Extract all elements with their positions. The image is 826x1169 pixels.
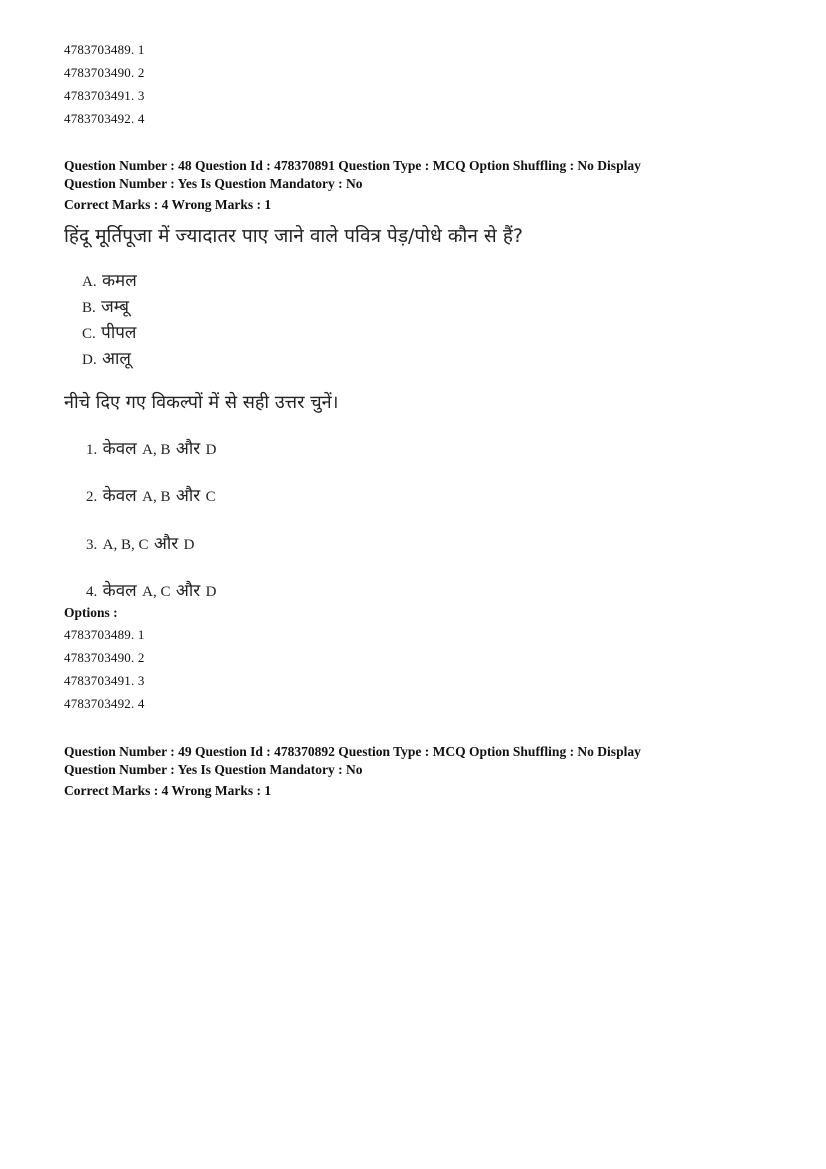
item-text: पीपल [101, 323, 137, 343]
choice-conj: और [175, 581, 201, 601]
q49-meta-line-1: Question Number : 49 Question Id : 478370892 Question Type : MCQ Option Shuffling : No Display [64, 744, 641, 759]
option-id-line: 4783703490. 2 [64, 65, 145, 80]
option-id-line: 4783703491. 3 [64, 88, 145, 103]
item-letter: A. [82, 274, 97, 290]
choice-number: 4. [86, 584, 98, 600]
choice-letters: A, B [142, 442, 171, 458]
choice-last: D [183, 537, 195, 553]
options-label: Options : [64, 605, 118, 620]
choice-last: C [205, 489, 216, 505]
q48-item-c [82, 320, 136, 343]
q48-meta-line-1: Question Number : 48 Question Id : 478370891 Question Type : MCQ Option Shuffling : No Display [64, 158, 641, 173]
item-letter: B. [82, 300, 96, 316]
option-id-line: 4783703492. 4 [64, 111, 145, 126]
q48-item-a [82, 268, 137, 291]
q48-meta-line-3: Correct Marks : 4 Wrong Marks : 1 [64, 197, 272, 212]
choice-number: 3. [86, 537, 98, 553]
choice-pre: केवल [102, 486, 137, 506]
choice-letters: A, B [142, 489, 171, 505]
q48-choice-1 [86, 436, 216, 459]
choice-letters: A, C [142, 584, 171, 600]
item-text: जम्बू [101, 297, 130, 317]
q48-choice-3 [86, 531, 195, 554]
option-id-line: 4783703489. 1 [64, 42, 145, 57]
choice-pre: केवल [102, 439, 137, 459]
q48-choice-2 [86, 483, 216, 506]
q49-meta-line-2: Question Number : Yes Is Question Mandatory : No [64, 762, 363, 777]
choice-pre: केवल [102, 581, 137, 601]
choice-number: 2. [86, 489, 98, 505]
item-text: आलू [102, 349, 131, 369]
choice-conj: और [175, 439, 201, 459]
item-letter: D. [82, 352, 97, 368]
q48-question-text: हिंदू मूर्तिपूजा में ज्यादातर पाए जाने वाले पवित्र पेड़/पोधे कौन से हैं? [64, 225, 523, 247]
item-letter: C. [82, 326, 96, 342]
choice-last: D [205, 584, 217, 600]
q48-item-b [82, 294, 129, 317]
option-id-line: 4783703491. 3 [64, 673, 145, 688]
choice-letters: A, B, C [102, 537, 149, 553]
choice-last: D [205, 442, 217, 458]
option-id-line: 4783703492. 4 [64, 696, 145, 711]
choice-conj: और [153, 534, 179, 554]
q48-meta-line-2: Question Number : Yes Is Question Mandatory : No [64, 176, 363, 191]
q48-instruction: नीचे दिए गए विकल्पों में से सही उत्तर चुनें। [64, 392, 339, 413]
choice-conj: और [175, 486, 201, 506]
q48-choice-4 [86, 578, 216, 601]
item-text: कमल [102, 271, 137, 291]
q49-meta-line-3: Correct Marks : 4 Wrong Marks : 1 [64, 783, 272, 798]
choice-number: 1. [86, 442, 98, 458]
option-id-line: 4783703489. 1 [64, 627, 145, 642]
q48-item-d [82, 346, 131, 369]
option-id-line: 4783703490. 2 [64, 650, 145, 665]
